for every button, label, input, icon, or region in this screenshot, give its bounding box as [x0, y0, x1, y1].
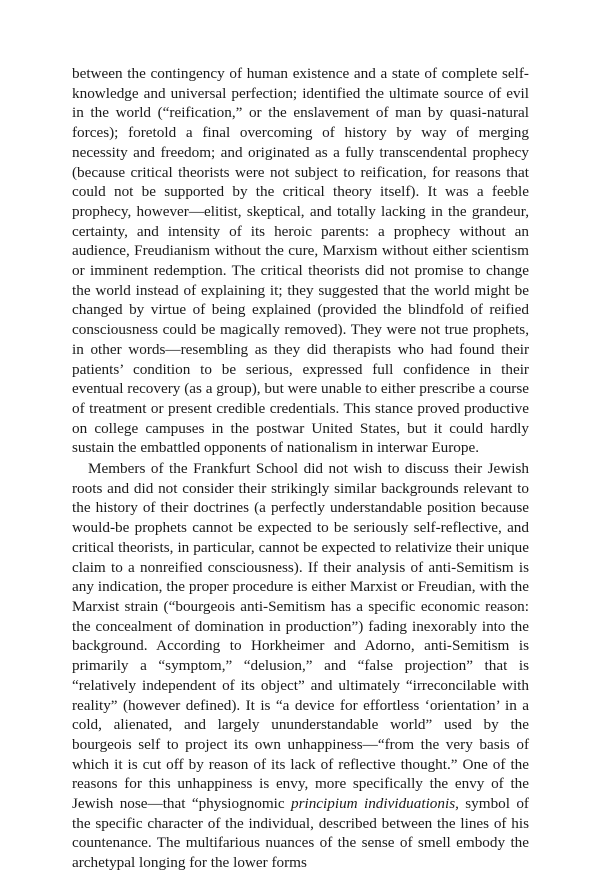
paragraph-2 [72, 459, 529, 873]
paragraph-2-italic-term: principium individuationis [290, 795, 456, 813]
document-page [72, 64, 529, 873]
paragraph-2-text-start: Members of the Frankfurt School did not wish to discuss their Jewish roots and did not consider their strikingly similar backgrounds relevant to the history of their doctrines (a perfectly understandable position because would-be prophets cannot be expected to be seriously self-reflective, and critical theorists, in particular, cannot be expected to relativize their unique claim to a nonreified consciousness). If their analysis of anti-Semitism is any indication, the proper procedure is either Marxist or Freudian, with the Marxist strain (“bourgeois anti-Semitism has a specific economic reason: the concealment of domination in production”) fading inexorably into the background. According to Horkheimer and Adorno, anti-Semitism is primarily a “symptom,” “delusion,” and “false projection” that is “relatively independent of its object” and ultimately “irreconcilable with reality” (however defined). It is “a device for effortless ‘orientation’ in a cold, alienated, and largely ununderstandable world” used by the bourgeois self to project its own unhappiness—“from the very basis of which it is cut off by reason of its lack of reflective thought.” One of the reasons for this unhappiness is envy, more specifically the envy of the Jewish nose—that “physiognomic [72, 460, 529, 813]
paragraph-1: between the contingency of human existence and a state of complete self-knowledge and universal perfection; identified the ultimate source of evil in the world (“reification,” or the enslavement of man by quasi-natural forces); foretold a final overcoming of history by way of merging necessity and freedom; and originated as a fully transcendental prophecy (because critical theorists were not subject to reification, for reasons that could not be supported by the critical theory itself). It was a feeble prophecy, however—elitist, skeptical, and totally lacking in the grandeur, certainty, and intensity of its heroic parents: a prophecy without an audience, Freudianism without the cure, Marxism without either scientism or imminent redemption. The critical theorists did not promise to change the world instead of explaining it; they suggested that the world might be changed by virtue of being explained (provided the blindfold of reified consciousness could be magically removed). They were not true prophets, in other words—resembling as they did therapists who had found their patients’ condition to be serious, expressed full confidence in their eventual recovery (as a group), but were unable to either prescribe a course of treatment or present credible credentials. This stance proved productive on college campuses in the postwar United States, but it could hardly sustain the embattled opponents of nationalism in interwar Europe. [72, 65, 529, 457]
paragraph-2-text-end: , symbol of the specific character of the individual, described between the lines of his countenance. The multifarious nuances of the sense of smell embody the archetypal longing for the lower forms [72, 795, 529, 872]
